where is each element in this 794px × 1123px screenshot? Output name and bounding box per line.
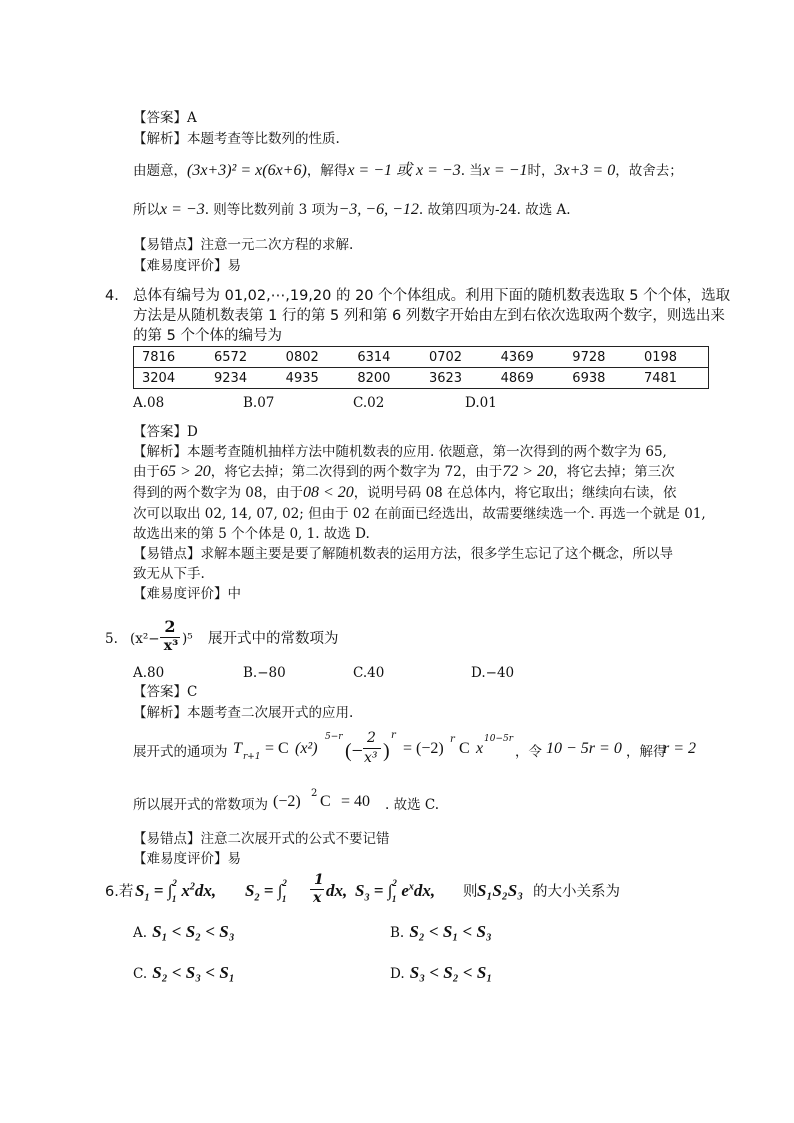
q4-error-2: 致无从下手.	[133, 566, 205, 582]
q6-s1-expr: $S_1 = \int^2_1$ $x^2dx$,	[135, 878, 217, 904]
table-cell: 3623	[421, 368, 493, 389]
q5-option-c: C.40	[353, 665, 385, 681]
q6-option-c: C. S₂ < S₃ < S₁	[133, 963, 235, 982]
q5-error: 【易错点】注意二次展开式的公式不要记错	[133, 831, 390, 847]
table-cell: 7816	[134, 347, 207, 368]
q6-option-b: B. S₂ < S₁ < S₃	[390, 922, 492, 941]
q4-stem-line2: 方法是从随机数表第 1 行的第 5 列和第 6 列数字开始由左到右依次选取两个数字，则选出来	[133, 308, 725, 324]
table-cell: 9728	[564, 347, 636, 368]
q6-option-d: D. S₃ < S₂ < S₁	[390, 963, 493, 982]
q6-s2-expr: $S_2 = \int^2_1$	[245, 878, 287, 904]
q6-option-a: A. S₁ < S₂ < S₃	[133, 922, 235, 941]
q4-analysis-4: 次可以取出 02, 14, 07, 02; 但由于 02 在前面已经选出，故需要继续选一个. 再选一个就是 01,	[133, 506, 706, 522]
q4-error-1: 【易错点】求解本题主要是要了解随机数表的运用方法，很多学生忘记了这个概念，所以导	[133, 546, 673, 562]
q4-stem-line1: 总体有编号为 01,02,⋯,19,20 的 20 个个体组成。利用下面的随机数表选取 5 个个体，选取	[133, 288, 731, 304]
q3-line1: 由题意，(3x+3)² = x(6x+6)，解得x = −1 或 x = −3. 当x = −1时，3x+3 = 0，故舍去；	[133, 162, 683, 179]
q3-eq1: (3x+3)² = x(6x+6)	[187, 162, 307, 179]
q5-number: 5.	[105, 631, 118, 647]
q5-term-frac-num: 2	[367, 730, 376, 746]
q5-option-a: A.80	[133, 665, 165, 681]
q3-answer: 【答案】A	[133, 110, 197, 126]
table-cell: 9234	[206, 368, 278, 389]
q5-option-d: D.−40	[471, 665, 515, 681]
fraction-bar	[363, 748, 381, 749]
q4-stem-line3: 的第 5 个个体的编号为	[133, 328, 282, 344]
q4-answer: 【答案】D	[133, 424, 198, 440]
q3-error: 【易错点】注意一元二次方程的求解.	[133, 237, 354, 253]
table-cell: 4869	[493, 368, 565, 389]
q4-number: 4.	[105, 288, 119, 304]
table-cell: 4935	[278, 368, 350, 389]
q4-difficulty: 【难易度评价】中	[133, 586, 241, 602]
q4-analysis-1: 【解析】本题考查随机抽样方法中随机数表的应用. 依题意，第一次得到的两个数字为 65,	[133, 444, 667, 460]
table-row	[134, 347, 709, 368]
q4-option-b: B.07	[243, 395, 275, 411]
table-cell: 0802	[278, 347, 350, 368]
table-cell: 6314	[349, 347, 421, 368]
q4-analysis-5: 故选出来的第 5 个个体是 0, 1. 故选 D.	[133, 526, 370, 542]
table-cell: 6938	[564, 368, 636, 389]
table-cell: 6572	[206, 347, 278, 368]
table-cell: 0198	[636, 347, 709, 368]
q3-difficulty: 【难易度评价】易	[133, 258, 241, 274]
q5-term-frac-den: x³	[364, 750, 378, 766]
q5-option-b: B.−80	[243, 665, 286, 681]
table-cell: 8200	[349, 368, 421, 389]
q3-line2: 所以x = −3. 则等比数列前 3 项为−3, −6, −12. 故第四项为-24. 故选 A.	[133, 201, 571, 218]
q4-option-a: A.08	[133, 395, 165, 411]
q5-difficulty: 【难易度评价】易	[133, 851, 241, 867]
q4-option-d: D.01	[465, 395, 497, 411]
q6-s3-expr: $S_3 = \int^2_1$ $e^xdx$,	[355, 878, 436, 904]
q5-constant-term: 所以展开式的常数项为 (−2) 2 C = 40 . 故选 C.	[133, 788, 440, 813]
table-cell: 7481	[636, 368, 709, 389]
q6-s2-dx: dx,	[326, 881, 348, 900]
q3-analysis: 【解析】本题考查等比数列的性质.	[133, 131, 340, 147]
table-cell: 0702	[421, 347, 493, 368]
q5-answer: 【答案】C	[133, 684, 198, 700]
q5-analysis: 【解析】本题考查二次展开式的应用.	[133, 705, 354, 721]
table-cell: 4369	[493, 347, 565, 368]
table-row	[134, 368, 709, 389]
q6-stem: 6.若 $S_1 = \int^2_1$ $x^2dx$, $S_2 = \int^2_1$ 1 x dx, $S_3 = \int^2_1$ $e^xdx$, 则 S₁S₂S₃ 的大小关系为	[105, 872, 620, 906]
random-number-table	[133, 346, 709, 389]
q5-general-term: 展开式的通项为 T r+1 = C (x²) 5−r (− 2 x³ ) r = (−2) r C x 10−5r ，令 10 − 5r = 0 ，解得 r = 2	[133, 730, 697, 766]
q4-option-c: C.02	[353, 395, 385, 411]
table-cell: 3204	[134, 368, 207, 389]
q4-analysis-2: 由于65 > 20，将它去掉；第二次得到的两个数字为 72，由于72 > 20，将它去掉；第三次	[133, 463, 675, 480]
q4-analysis-3: 得到的两个数字为 08，由于08 < 20，说明号码 08 在总体内，将它取出；继续向右读，依	[133, 484, 677, 501]
